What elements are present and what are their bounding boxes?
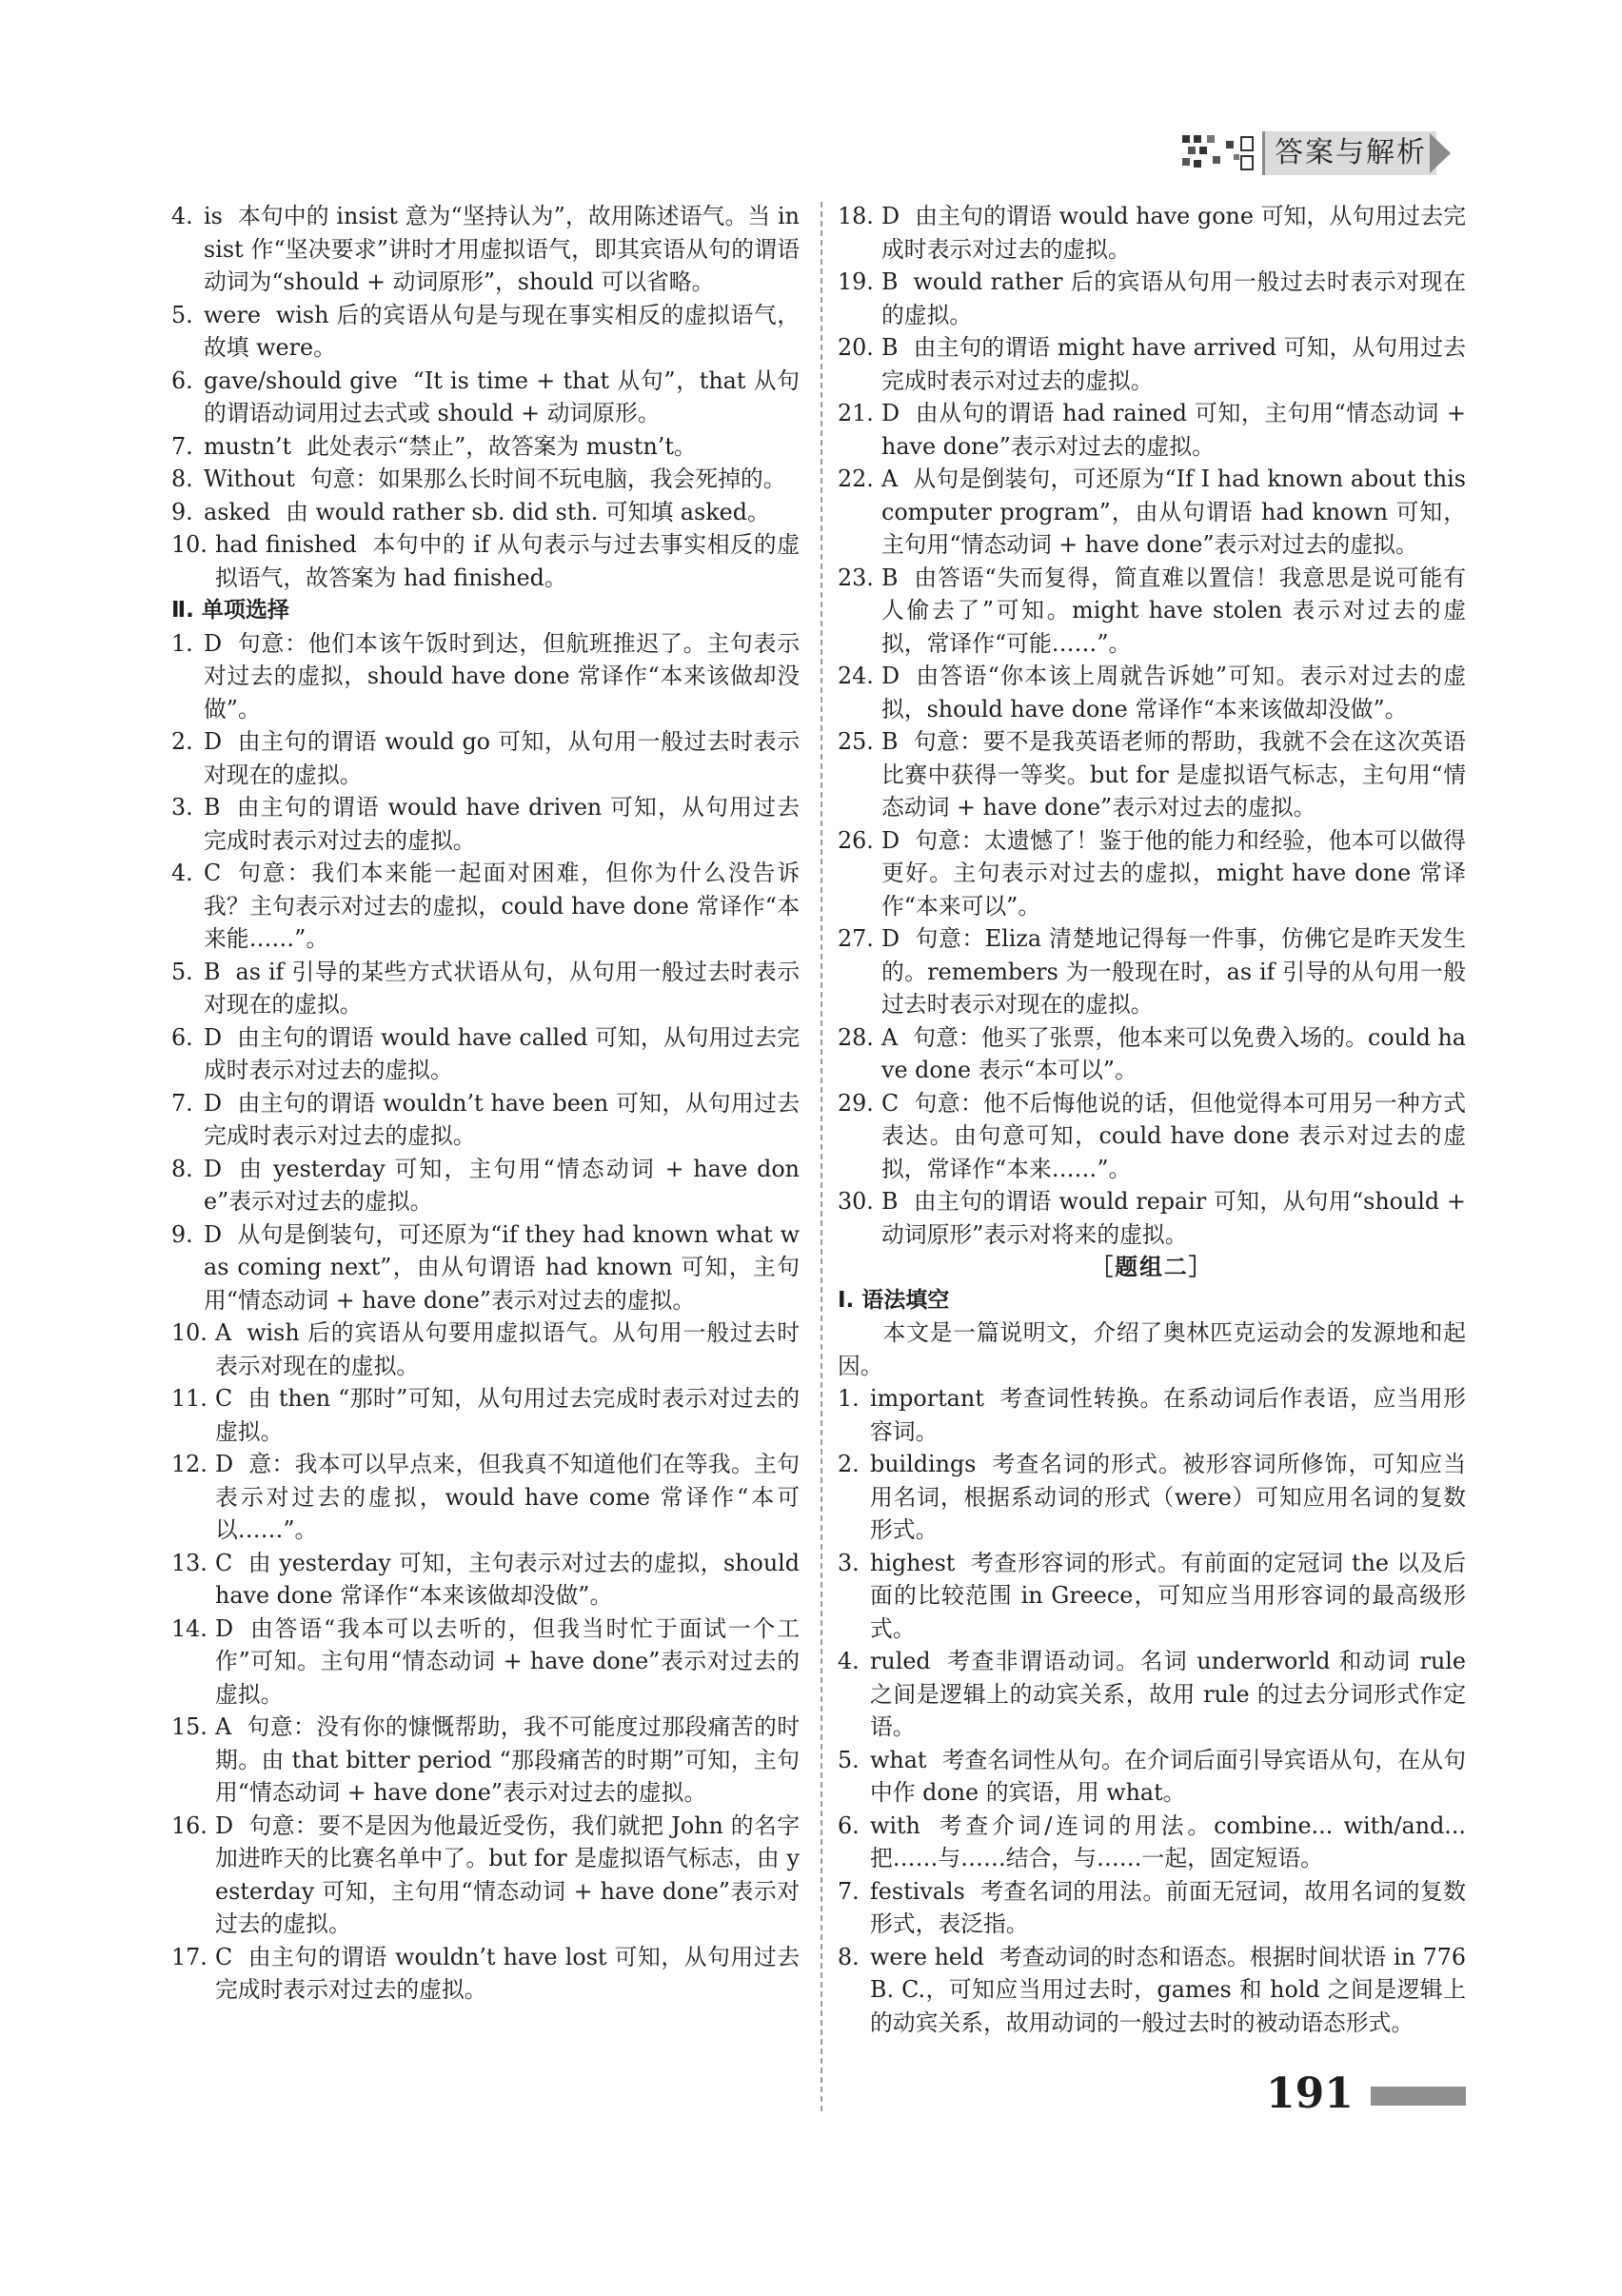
answer-item: 4. ruled 考查非谓语动词。名词 underworld 和动词 rule 之间是逻辑上的动宾关系，故用 rule 的过去分词形式作定语。 <box>838 1648 1466 1740</box>
answer-item: 17. C 由主句的谓语 wouldn’t have lost 可知，从句用过去完成时表示对过去的虚拟。 <box>171 1943 800 2003</box>
answer-item: 6. D 由主句的谓语 would have called 可知，从句用过去完成时表示对过去的虚拟。 <box>171 1023 800 1083</box>
answer-item: 27. D 句意：Eliza 清楚地记得每一件事，仿佛它是昨天发生的。remembers 为一般现在时，as if 引导的从句用一般过去时表示对现在的虚拟。 <box>838 925 1466 1018</box>
answer-item: 7. D 由主句的谓语 wouldn’t have been 可知，从句用过去完成时表示对过去的虚拟。 <box>171 1089 800 1149</box>
answer-item: 8. D 由 yesterday 可知，主句用“情态动词 + have done”表示对过去的虚拟。 <box>171 1155 800 1215</box>
banner-arrow-icon <box>1430 133 1451 173</box>
answer-item: 25. B 句意：要不是我英语老师的帮助，我就不会在这次英语比赛中获得一等奖。but for 是虚拟语气标志，主句用“情态动词 + have done”表示对过去的虚拟。 <box>838 728 1466 821</box>
answer-item: 1. important 考查词性转换。在系动词后作表语，应当用形容词。 <box>838 1385 1466 1445</box>
answer-item: 5. what 考查名词性从句。在介词后面引导宾语从句，在从句中作 done 的宾语，用 what。 <box>838 1746 1466 1806</box>
answer-item: 19. B would rather 后的宾语从句用一般过去时表示对现在的虚拟。 <box>838 268 1466 328</box>
answer-item: 15. A 句意：没有你的慷慨帮助，我不可能度过那段痛苦的时期。由 that bitter period “那段痛苦的时期”可知，主句用“情态动词 + have done”表示对过去的虚拟。 <box>171 1713 800 1806</box>
answer-item: 4. is 本句中的 insist 意为“坚持认为”，故用陈述语气。当 insist 作“坚决要求”讲时才用虚拟语气，即其宾语从句的谓语动词为“should + 动词原形”，should 可以省略。 <box>171 203 800 295</box>
left-column <box>171 200 800 2007</box>
answer-item: 10. A wish 后的宾语从句要用虚拟语气。从句用一般过去时表示对现在的虚拟。 <box>171 1319 800 1379</box>
right-column <box>838 200 1466 2039</box>
answer-item: 20. B 由主句的谓语 might have arrived 可知，从句用过去完成时表示对过去的虚拟。 <box>838 334 1466 394</box>
answer-item: 9. D 从句是倒装句，可还原为“if they had known what was coming next”，由从句谓语 had known 可知，主句用“情态动词 + have done”表示对过去的虚拟。 <box>171 1220 800 1314</box>
answer-item: 7. mustn’t 此处表示“禁止”，故答案为 mustn’t。 <box>171 432 697 460</box>
column-divider <box>821 202 822 2111</box>
answer-item: 3. highest 考查形容词的形式。有前面的定冠词 the 以及后面的比较范围 in Greece，可知应当用形容词的最高级形式。 <box>838 1549 1466 1642</box>
section-heading: Ⅰ. 语法填空 <box>838 1287 950 1313</box>
answer-item: 28. A 句意：他买了张票，他本来可以免费入场的。could have done 表示“本可以”。 <box>838 1023 1466 1083</box>
answer-item: 16. D 句意：要不是因为他最近受伤，我们就把 John 的名字加进昨天的比赛名单中了。but for 是虚拟语气标志，由 yesterday 可知，主句用“情态动词 + have done”表示对过去的虚拟。 <box>171 1811 800 1937</box>
passage-intro: 本文是一篇说明文，介绍了奥林匹克运动会的发源地和起因。 <box>838 1319 1466 1379</box>
pattern-icon <box>1180 131 1258 175</box>
answer-item: 22. A 从句是倒装句，可还原为“If I had known about this computer program”，由从句谓语 had known 可知，主句用“情态动词 + have done”表示对过去的虚拟。 <box>838 465 1466 558</box>
answer-item: 8. were held 考查动词的时态和语态。根据时间状语 in 776 B. C.，可知应当用过去时，games 和 hold 之间是逻辑上的动宾关系，故用动词的一般过去时的被动语态形式。 <box>838 1943 1466 2036</box>
section-title: 答案与解析 <box>1262 131 1436 175</box>
answer-item: 1. D 句意：他们本该午饭时到达，但航班推迟了。主句表示对过去的虚拟，should have done 常译作“本来该做却没做”。 <box>171 629 800 722</box>
answer-item: 9. asked 由 would rather sb. did sth. 可知填 asked。 <box>171 498 770 525</box>
answer-item: 7. festivals 考查名词的用法。前面无冠词，故用名词的复数形式，表泛指。 <box>838 1877 1466 1937</box>
answer-item: 5. were wish 后的宾语从句是与现在事实相反的虚拟语气，故填 were。 <box>171 301 800 361</box>
answer-item: 11. C 由 then “那时”可知，从句用过去完成时表示对过去的虚拟。 <box>171 1385 800 1445</box>
answer-item: 6. with 考查介词/连词的用法。combine... with/and... 把……与……结合，与……一起，固定短语。 <box>838 1811 1466 1871</box>
answer-item: 23. B 由答语“失而复得，简直难以置信！我意思是说可能有人偷去了”可知。might have stolen 表示对过去的虚拟，常译作“可能……”。 <box>838 564 1466 657</box>
answer-item: 12. D 意：我本可以早点来，但我真不知道他们在等我。主句表示对过去的虚拟，would have come 常译作“本可以……”。 <box>171 1451 800 1543</box>
page-number-bar <box>1371 2087 1466 2106</box>
answer-item: 4. C 句意：我们本来能一起面对困难，但你为什么没告诉我？主句表示对过去的虚拟，could have done 常译作“本来能……”。 <box>171 860 800 952</box>
answer-item: 24. D 由答语“你本该上周就告诉她”可知。表示对过去的虚拟，should have done 常译作“本来该做却没做”。 <box>838 663 1466 722</box>
page-number: 191 <box>1266 2069 1354 2118</box>
answer-item: 2. buildings 考查名词的形式。被形容词所修饰，可知应当用名词，根据系动词的形式（were）可知应用名词的复数形式。 <box>838 1451 1466 1543</box>
answer-item: 26. D 句意：太遗憾了！鉴于他的能力和经验，他本可以做得更好。主句表示对过去的虚拟，might have done 常译作“本来可以”。 <box>838 826 1467 920</box>
answer-item: 13. C 由 yesterday 可知，主句表示对过去的虚拟，should have done 常译作“本来该做却没做”。 <box>171 1549 800 1609</box>
answer-item: 3. B 由主句的谓语 would have driven 可知，从句用过去完成时表示对过去的虚拟。 <box>171 794 800 854</box>
answer-item: 29. C 句意：他不后悔他说的话，但他觉得本可用另一种方式表达。由句意可知，could have done 表示对过去的虚拟，常译作“本来……”。 <box>838 1089 1466 1182</box>
group-title: ［题组二］ <box>1090 1254 1214 1280</box>
section-header <box>1180 126 1466 183</box>
answer-item: 10. had finished 本句中的 if 从句表示与过去事实相反的虚拟语气，故答案为 had finished。 <box>171 531 800 591</box>
answer-item: 18. D 由主句的谓语 would have gone 可知，从句用过去完成时表示对过去的虚拟。 <box>838 203 1466 263</box>
answer-item: 5. B as if 引导的某些方式状语从句，从句用一般过去时表示对现在的虚拟。 <box>171 958 800 1018</box>
answer-item: 30. B 由主句的谓语 would repair 可知，从句用“should + 动词原形”表示对将来的虚拟。 <box>838 1188 1466 1248</box>
answer-item: 2. D 由主句的谓语 would go 可知，从句用一般过去时表示对现在的虚拟。 <box>171 728 800 788</box>
answer-item: 21. D 由从句的谓语 had rained 可知，主句用“情态动词 + have done”表示对过去的虚拟。 <box>838 400 1466 460</box>
section-heading: Ⅱ. 单项选择 <box>171 598 289 623</box>
answer-item: 8. Without 句意：如果那么长时间不玩电脑，我会死掉的。 <box>171 465 786 492</box>
answer-item: 14. D 由答语“我本可以去听的，但我当时忙于面试一个工作”可知。主句用“情态动词 + have done”表示对过去的虚拟。 <box>171 1614 800 1708</box>
answer-item: 6. gave/should give “It is time + that 从句”，that 从句的谓语动词用过去式或 should + 动词原形。 <box>171 366 801 426</box>
